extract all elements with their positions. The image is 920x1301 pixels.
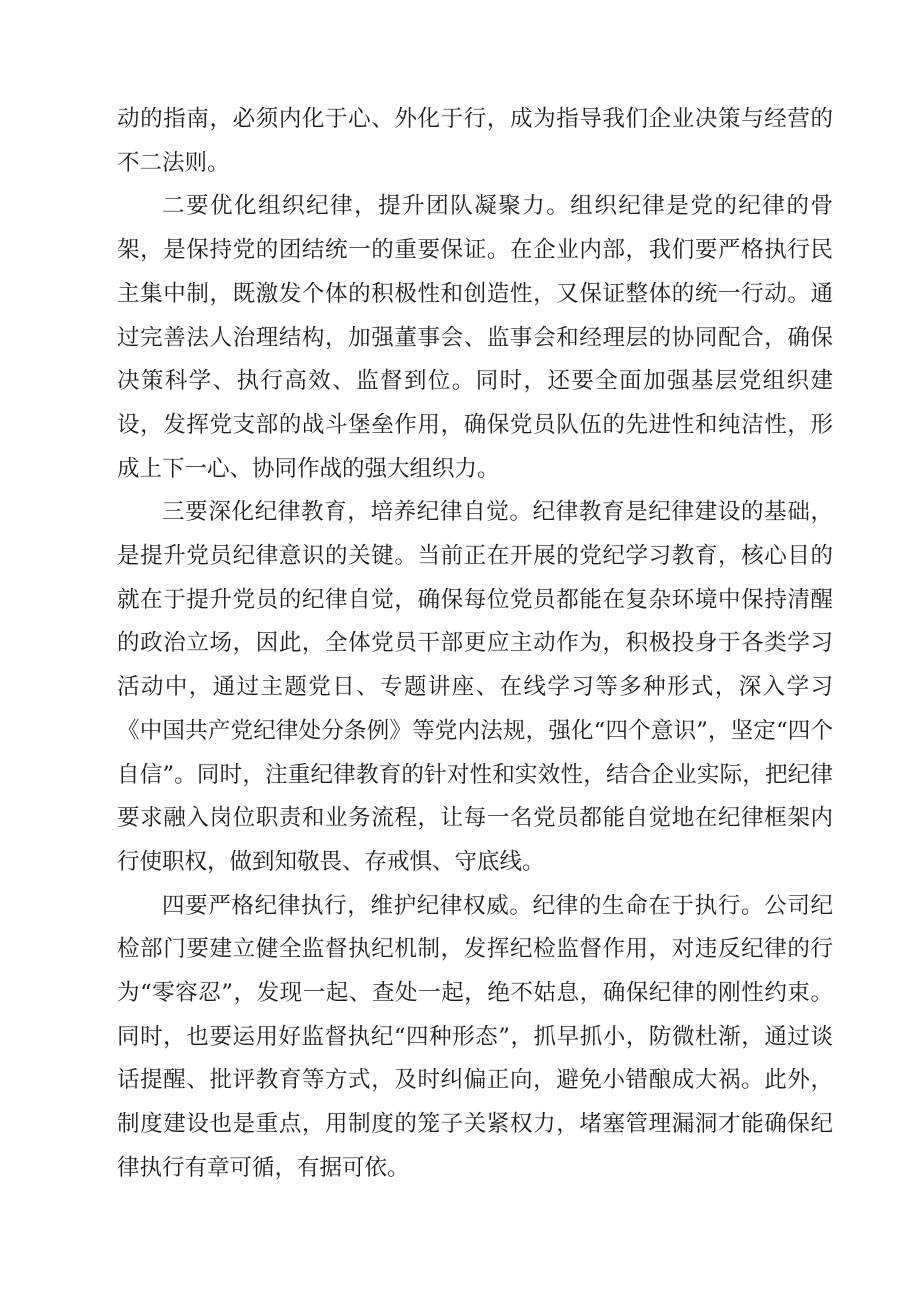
paragraph-discipline-enforcement: 四要严格纪律执行，维护纪律权威。纪律的生命在于执行。公司纪检部门要建立健全监督执纪机制，发挥纪检监督作用，对违反纪律的行为“零容忍”，发现一起、查处一起，绝不姑息，确保纪律的刚性约束。同时，也要运用好监督执纪“四种形态”，抓早抓小，防微杜渐，通过谈话提醒、批评教育等方式，及时纠偏正向，避免小错酿成大祸。此外，制度建设也是重点，用制度的笼子关紧权力，堵塞管理漏洞才能确保纪律执行有章可循，有据可依。: [117, 892, 833, 1181]
paragraph-discipline-education: 三要深化纪律教育，培养纪律自觉。纪律教育是纪律建设的基础，是提升党员纪律意识的关键。当前正在开展的党纪学习教育，核心目的就在于提升党员的纪律自觉，确保每位党员都能在复杂环境中保持清醒的政治立场，因此，全体党员干部更应主动作为，积极投身于各类学习活动中，通过主题党日、专题讲座、在线学习等多种形式，深入学习《中国共产党纪律处分条例》等党内法规，强化“四个意识”，坚定“四个自信”。同时，注重纪律教育的针对性和实效性，结合企业实际，把纪律要求融入岗位职责和业务流程，让每一名党员都能自觉地在纪律框架内行使职权，做到知敬畏、存戒惧、守底线。: [117, 499, 833, 875]
paragraph-continuation: 动的指南，必须内化于心、外化于行，成为指导我们企业决策与经营的不二法则。: [117, 106, 833, 176]
document-body: [117, 98, 833, 1191]
paragraph-organization-discipline: 二要优化组织纪律，提升团队凝聚力。组织纪律是党的纪律的骨架，是保持党的团结统一的重要保证。在企业内部，我们要严格执行民主集中制，既激发个体的积极性和创造性，又保证整体的统一行动。通过完善法人治理结构，加强董事会、监事会和经理层的协同配合，确保决策科学、执行高效、监督到位。同时，还要全面加强基层党组织建设，发挥党支部的战斗堡垒作用，确保党员队伍的先进性和纯洁性，形成上下一心、协同作战的强大组织力。: [117, 193, 833, 482]
